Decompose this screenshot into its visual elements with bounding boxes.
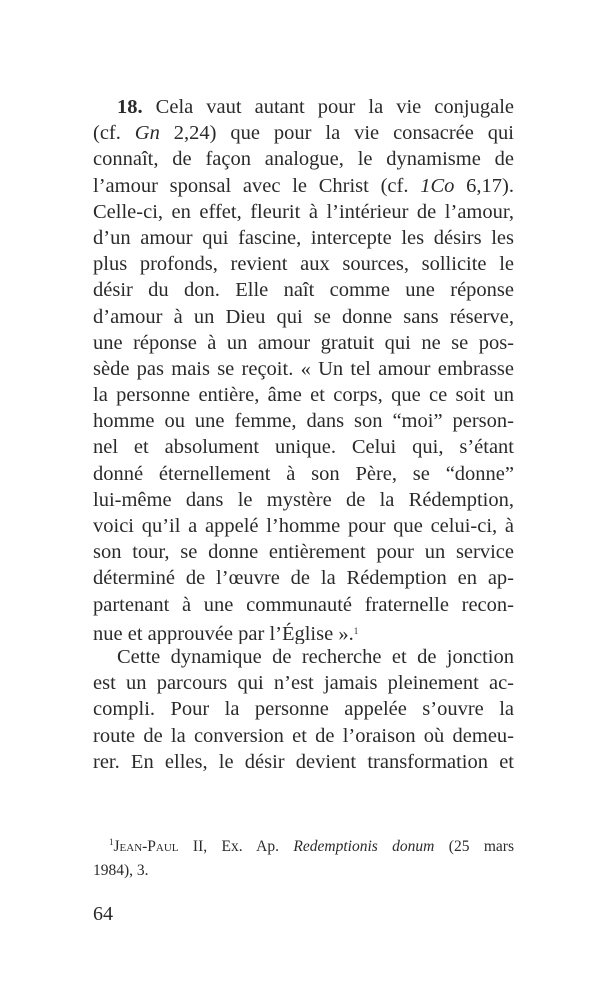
text-line: son tour, se donne entièrement pour un service (93, 541, 514, 564)
text-line: partenant à une communauté fraternelle recon- (93, 593, 514, 616)
footnote-reference[interactable]: 1 (353, 625, 359, 636)
text: II, Ex. Ap. (178, 838, 294, 855)
page-number: 64 (93, 903, 113, 925)
text-line: Celle-ci, en effet, fleurit à l’intérieur de l’amour, (93, 200, 514, 223)
body-text (93, 94, 514, 775)
text: (cf. (93, 122, 135, 145)
text-line: compli. Pour la personne appelée s’ouvre la (93, 698, 514, 721)
text-line: Cette dynamique de recherche et de jonction (117, 645, 514, 668)
footnote-author: Jean-Paul (113, 838, 179, 855)
text-line: nel et absolument unique. Celui qui, s’étant (93, 436, 514, 459)
text: Cela vaut autant pour la vie conjugale (155, 96, 514, 118)
text: 2,24) que pour la vie consacrée qui (159, 122, 514, 145)
footnote-line: 1984), 3. (93, 862, 149, 879)
text-line (93, 618, 514, 644)
paragraph-number: 18. (117, 96, 143, 118)
text-line (93, 173, 514, 199)
footnote-marker: 1 (109, 837, 114, 847)
text-line: désir du don. Elle naît comme une réponse (93, 279, 514, 302)
text-line: homme ou une femme, dans son “moi” person- (93, 410, 514, 433)
text-line: la personne entière, âme et corps, que ce soit un (93, 384, 514, 407)
footnote-title: Redemptionis donum (293, 838, 435, 855)
citation: 1Co (420, 174, 455, 197)
text-line: d’un amour qui fascine, intercepte les désirs les (93, 226, 514, 249)
text-line: donné éternellement à son Père, se “donne” (93, 462, 514, 485)
text: nue et approuvée par l’Église ». (93, 622, 354, 644)
text-line: connaît, de façon analogue, le dynamisme de (93, 148, 514, 171)
text-line: plus profonds, revient aux sources, sollicite le (93, 253, 514, 276)
citation: Gn (134, 122, 160, 145)
text: (25 mars (434, 838, 514, 855)
text-line: d’amour à un Dieu qui se donne sans réserve, (93, 305, 514, 328)
text: 6,17). (454, 174, 514, 197)
text-line (93, 120, 514, 146)
text-line: route de la conversion et de l’oraison où demeu- (93, 724, 514, 747)
text-line: est un parcours qui n’est jamais pleinement ac- (93, 672, 514, 695)
text-line: voici qu’il a appelé l’homme pour que celui-ci, à (93, 515, 514, 537)
footnote (93, 830, 514, 883)
text-line: lui-même dans le mystère de la Rédemption, (93, 488, 514, 511)
footnote-line (93, 830, 514, 859)
text-line: une réponse à un amour gratuit qui ne se pos- (93, 331, 514, 354)
text-line (93, 94, 514, 120)
text: l’amour sponsal avec le Christ (cf. (93, 174, 421, 197)
text-line: sède pas mais se reçoit. « Un tel amour embrasse (93, 357, 514, 380)
text-line: rer. En elles, le désir devient transformation et (93, 750, 514, 773)
text-line: déterminé de l’œuvre de la Rédemption en ap- (93, 567, 514, 590)
